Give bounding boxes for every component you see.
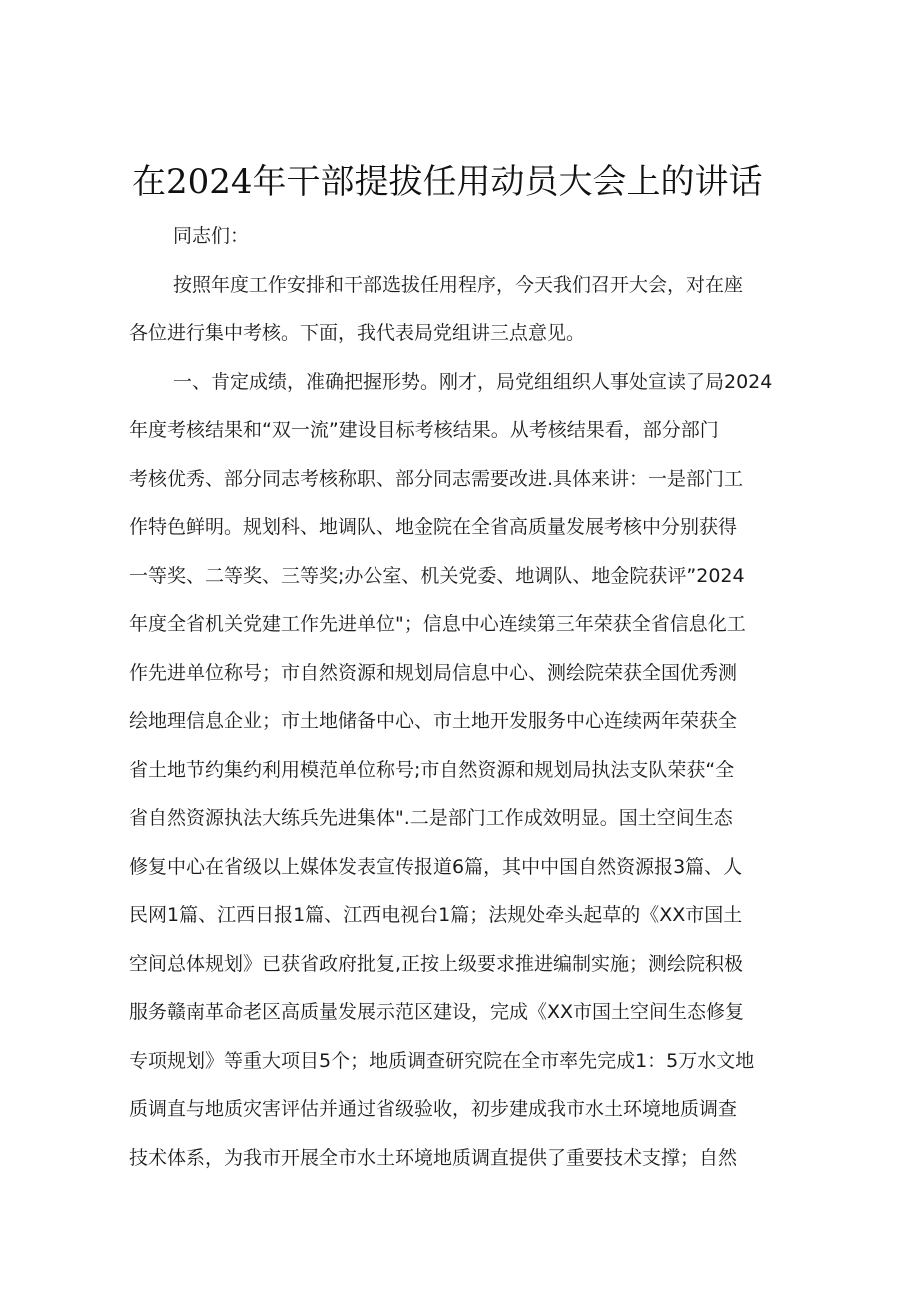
- paragraph-line: 年度全省机关党建工作先进单位"；信息中心连续第三年荣获全省信息化工: [129, 613, 746, 635]
- paragraph-line: 作先进单位称号；市自然资源和规划局信息中心、测绘院荣获全国优秀测: [129, 661, 738, 684]
- paragraph-line: 一、肯定成绩，准确把握形势。刚才，局党组组织人事处宣读了局2024: [173, 370, 773, 393]
- paragraph-line: 考核优秀、部分同志考核称职、部分同志需要改进.具体来讲：一是部门工: [129, 467, 744, 490]
- paragraph-line: 质调直与地质灾害评估并通过省级验收，初步建成我市水土环境地质调查: [129, 1098, 738, 1120]
- salutation: 同志们：: [173, 225, 250, 247]
- paragraph-line: 专项规划》等重大项目5个；地质调查研究院在全市率先完成1：5万水文地: [129, 1049, 755, 1072]
- paragraph-line: 省自然资源执法大练兵先进集体".二是部门工作成效明显。国土空间生态: [129, 807, 733, 829]
- document-title: 在2024年干部提拔任用动员大会上的讲话: [132, 162, 763, 202]
- paragraph-line: 年度考核结果和“双一流”建设目标考核结果。从考核结果看，部分部门: [129, 419, 719, 441]
- paragraph-line: 省土地节约集约利用模范单位称号;市自然资源和规划局执法支队荣获“全: [129, 758, 735, 781]
- paragraph-1: [129, 261, 779, 358]
- paragraph-line: 作特色鲜明。规划科、地调队、地金院在全省高质量发展考核中分别获得: [129, 516, 738, 538]
- paragraph-line: 各位进行集中考核。下面，我代表局党组讲三点意见。: [129, 322, 586, 344]
- paragraph-line: 按照年度工作安排和干部选拔任用程序，今天我们召开大会，对在座: [173, 273, 744, 296]
- paragraph-line: 服务赣南革命老区高质量发展示范区建设，完成《XX市国土空间生态修复: [129, 1001, 745, 1023]
- paragraph-line: 绘地理信息企业；市土地储备中心、市土地开发服务中心连续两年荣获全: [129, 710, 738, 732]
- paragraph-line: 修复中心在省级以上媒体发表宣传报道6篇，其中中国自然资源报3篇、人: [129, 855, 743, 878]
- paragraph-2: [129, 358, 779, 1183]
- document-body: [129, 212, 779, 1182]
- paragraph-line: 技术体系，为我市开展全市水土环境地质调直提供了重要技术支撑；自然: [129, 1146, 738, 1169]
- paragraph-line: 空间总体规划》已获省政府批复,正按上级要求推进编制实施；测绘院积极: [129, 952, 744, 975]
- paragraph-line: 民网1篇、江西日报1篇、江西电视台1篇；法规处牵头起草的《XX市国土: [129, 904, 743, 926]
- paragraph-line: 一等奖、二等奖、三等奖;办公室、机关党委、地调队、地金院获评”2024: [129, 564, 745, 587]
